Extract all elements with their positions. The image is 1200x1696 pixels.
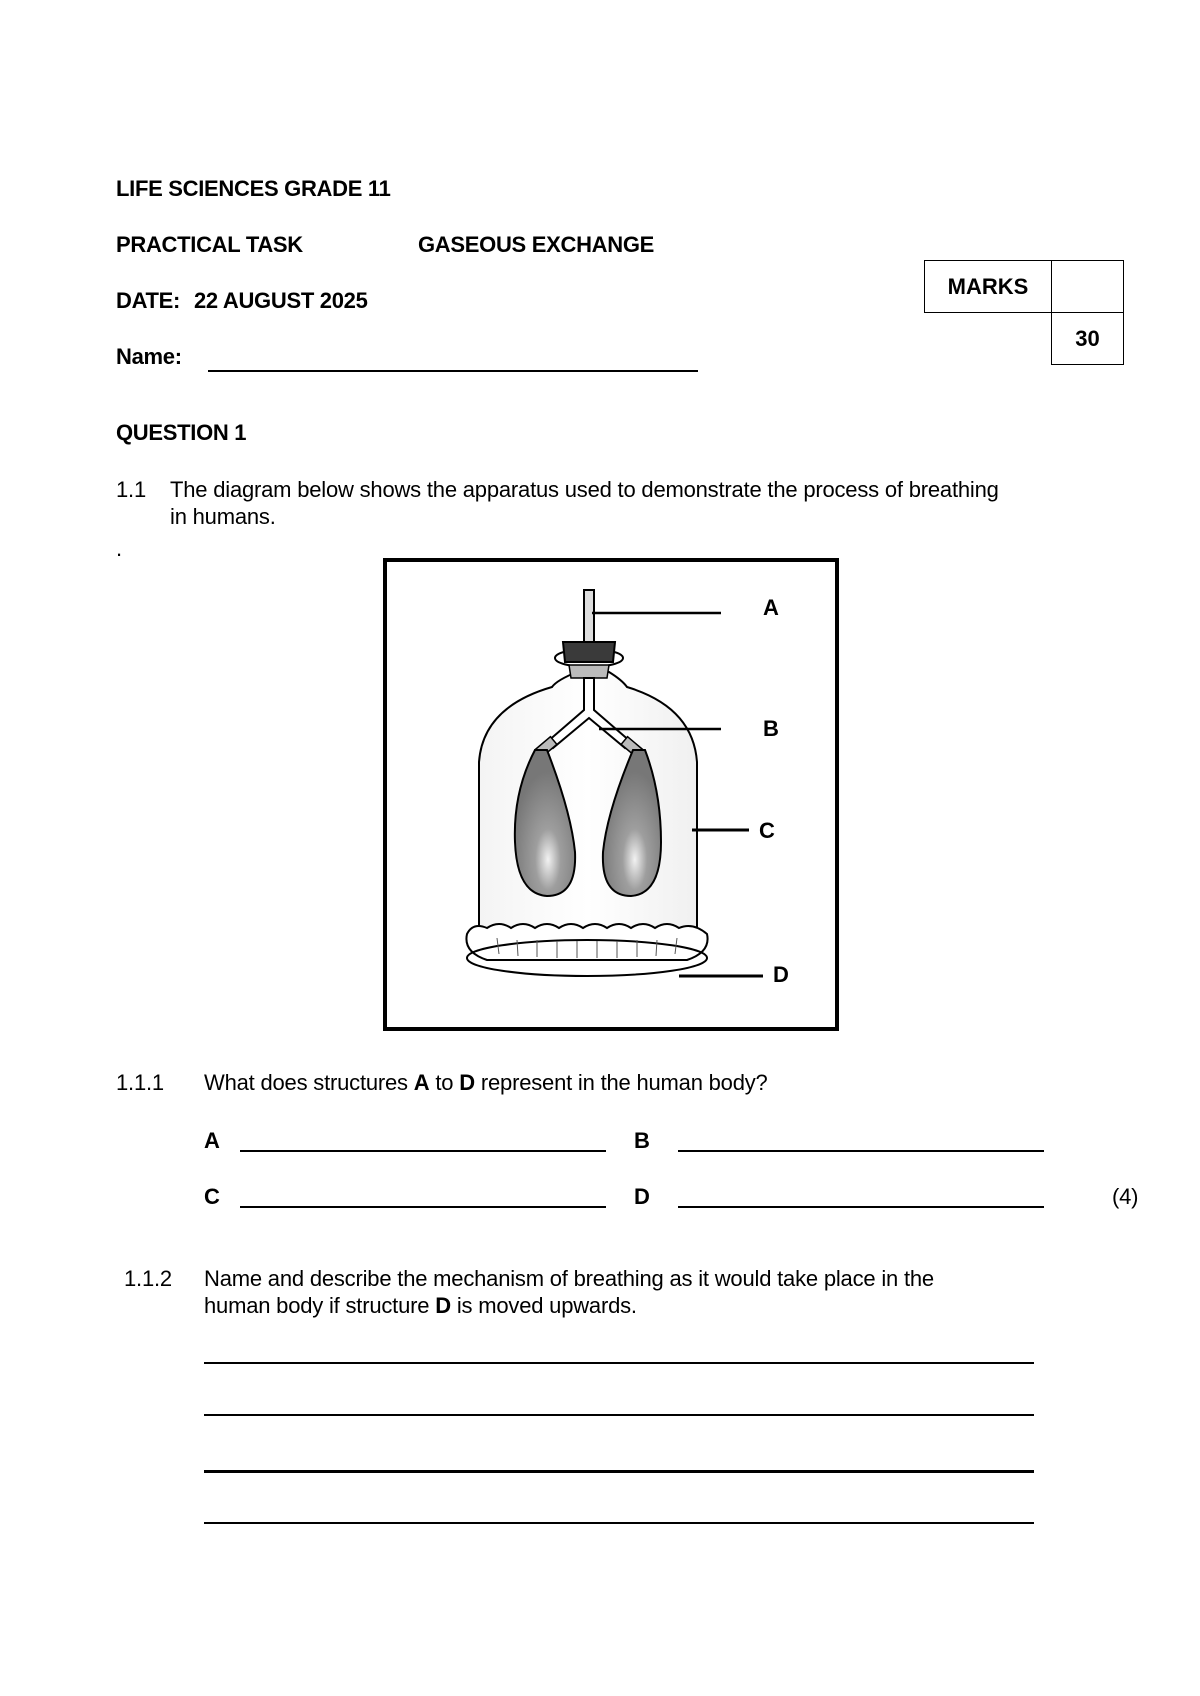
- stopper-lower: [569, 665, 609, 678]
- answer-line-1[interactable]: [204, 1362, 1034, 1364]
- topic-title: GASEOUS EXCHANGE: [418, 232, 655, 257]
- q112-number: 1.1.2: [124, 1266, 172, 1291]
- answer-label-a: A: [204, 1128, 220, 1153]
- name-label: Name:: [116, 344, 182, 369]
- diagram-label-a: A: [763, 595, 779, 620]
- q112-text-line2: human body if structure D is moved upwards.: [204, 1293, 637, 1318]
- date-value: 22 AUGUST 2025: [194, 288, 368, 313]
- question-number: 1.1: [116, 477, 146, 502]
- stray-dot: .: [116, 536, 122, 561]
- marks-obtained-field[interactable]: [1051, 260, 1124, 313]
- diagram-label-b: B: [763, 716, 779, 741]
- marks-total: 30: [1051, 312, 1124, 365]
- name-field[interactable]: [208, 370, 698, 372]
- task-label: PRACTICAL TASK: [116, 232, 303, 257]
- marks-label: MARKS: [924, 260, 1052, 313]
- q111-number: 1.1.1: [116, 1070, 164, 1095]
- date-label: DATE:: [116, 288, 181, 313]
- q111-marks: (4): [1112, 1184, 1139, 1209]
- rubber-sheet: [466, 924, 707, 960]
- answer-line-2[interactable]: [204, 1414, 1034, 1416]
- q112-text-line1: Name and describe the mechanism of breathing as it would take place in the: [204, 1266, 934, 1291]
- diagram-label-c: C: [759, 818, 775, 843]
- question-text-line2: in humans.: [170, 504, 276, 529]
- question-text-line1: The diagram below shows the apparatus used to demonstrate the process of breathing: [170, 477, 999, 502]
- answer-label-b: B: [634, 1128, 650, 1153]
- diagram-label-d: D: [773, 962, 789, 987]
- answer-field-c[interactable]: [240, 1206, 606, 1208]
- subject-title: LIFE SCIENCES GRADE 11: [116, 176, 391, 201]
- q111-text: What does structures A to D represent in the human body?: [204, 1070, 768, 1095]
- answer-line-3[interactable]: [204, 1470, 1034, 1473]
- answer-field-b[interactable]: [678, 1150, 1044, 1152]
- rubber-stopper: [563, 642, 615, 662]
- bell-jar-svg: [387, 562, 835, 1027]
- answer-field-d[interactable]: [678, 1206, 1044, 1208]
- answer-line-4[interactable]: [204, 1522, 1034, 1524]
- bell-jar-diagram: [383, 558, 839, 1031]
- answer-label-d: D: [634, 1184, 650, 1209]
- answer-field-a[interactable]: [240, 1150, 606, 1152]
- answer-label-c: C: [204, 1184, 220, 1209]
- question-title: QUESTION 1: [116, 420, 247, 445]
